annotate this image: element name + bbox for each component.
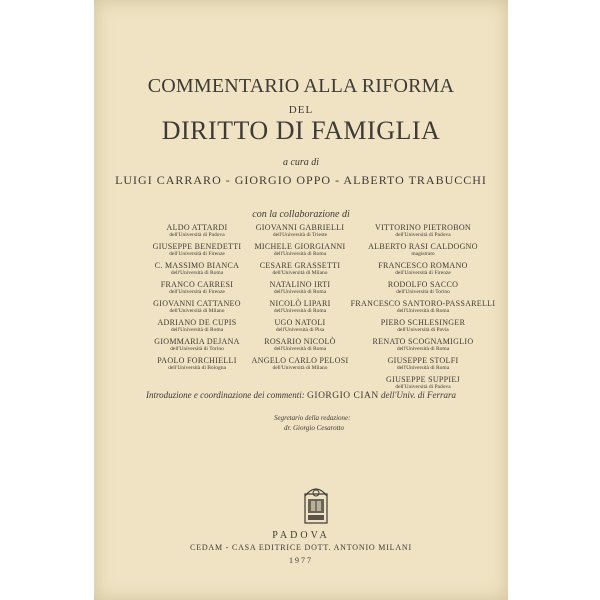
imprint-city: PADOVA	[272, 530, 330, 541]
contributor-name: C. MASSIMO BIANCA	[154, 261, 240, 270]
contributor-entry	[146, 262, 248, 281]
contributor-affiliation: dell'Università di Bologna	[168, 365, 226, 371]
contributors-column-1	[146, 224, 248, 376]
contributor-affiliation: dell'Università di Trieste	[272, 232, 328, 238]
intro-suffix: dell'Univ. di Ferrara	[381, 390, 456, 400]
contributor-name: NICOLÒ LIPARI	[269, 299, 331, 308]
contributor-entry	[146, 281, 248, 300]
contributor-affiliation: dell'Università di Pavia	[397, 327, 449, 333]
contributor-entry	[244, 319, 356, 338]
contributor-name: RODOLFO SACCO	[387, 280, 459, 289]
contributor-name: ALBERTO RASI CALDOGNO	[368, 242, 478, 251]
contributor-name: RENATO SCOGNAMIGLIO	[372, 337, 474, 346]
contributor-affiliation: dell'Università di Roma	[273, 251, 327, 257]
collaboration-label: con la collaborazione di	[252, 209, 350, 220]
contributor-affiliation: dell'Università di Torino	[396, 289, 450, 295]
contributor-affiliation: dell'Università di Firenze	[169, 251, 225, 257]
contributor-affiliation: dell'Università di Roma	[170, 327, 224, 333]
intro-line	[94, 390, 508, 401]
contributor-affiliation: dell'Università di Milano	[169, 308, 225, 314]
contributor-affiliation: dell'Università di Roma	[273, 308, 327, 314]
contributor-name: UGO NATOLI	[274, 318, 326, 327]
contributor-name: GIUSEPPE STOLFI	[387, 356, 459, 365]
contributor-entry	[346, 262, 500, 281]
contributor-affiliation: dell'Università di Roma	[396, 346, 450, 352]
contributor-entry	[146, 338, 248, 357]
contributor-name: MICHELE GIORGIANNI	[254, 242, 346, 251]
contributor-entry	[346, 319, 500, 338]
intro-prefix: Introduzione e coordinazione dei commenti:	[145, 390, 305, 400]
curated-by-label: a cura di	[282, 157, 320, 168]
contributor-affiliation: dell'Università di Firenze	[395, 270, 451, 276]
contributor-entry	[244, 281, 356, 300]
editors: LUIGI CARRARO - GIORGIO OPPO - ALBERTO TRABUCCHI	[115, 173, 487, 187]
contributor-entry	[244, 262, 356, 281]
contributor-affiliation: magistrato	[411, 251, 435, 257]
contributor-entry	[146, 319, 248, 338]
contributor-name: GIOVANNI GABRIELLI	[255, 223, 345, 232]
contributor-name: NATALINO IRTI	[269, 280, 331, 289]
contributor-name: FRANCO CARRESI	[160, 280, 234, 289]
contributor-name: GIUSEPPE BENEDETTI	[152, 242, 242, 251]
contributor-entry	[244, 300, 356, 319]
contributor-name: GIOMMARIA DEJANA	[154, 337, 240, 346]
contributor-affiliation: dell'Università di Padova	[395, 384, 451, 390]
publisher-logo-icon	[304, 484, 328, 529]
contributor-entry	[244, 243, 356, 262]
contributor-affiliation: dell'Università di Roma	[273, 346, 327, 352]
contributor-affiliation: dell'Università di Pisa	[275, 327, 325, 333]
contributor-entry	[346, 338, 500, 357]
contributor-name: ANGELO CARLO PELOSI	[251, 356, 349, 365]
contributor-name: CESARE GRASSETTI	[259, 261, 341, 270]
contributor-affiliation: dell'Università di Firenze	[169, 289, 225, 295]
contributor-affiliation: dell'Università di Padova	[169, 232, 225, 238]
contributor-name: FRANCESCO ROMANO	[378, 261, 468, 270]
secretary-label: Segretario della redazione:	[274, 414, 351, 422]
contributor-affiliation: dell'Università di Milano	[272, 365, 328, 371]
contributor-entry	[146, 357, 248, 376]
contributor-name: ALDO ATTARDI	[166, 223, 228, 232]
title-line-1: COMMENTARIO ALLA RIFORMA	[147, 75, 455, 97]
contributor-affiliation: dell'Università di Roma	[273, 289, 327, 295]
contributor-affiliation: dell'Università di Roma	[170, 270, 224, 276]
contributor-entry	[244, 357, 356, 376]
contributor-affiliation: dell'Università di Milano	[272, 270, 328, 276]
contributor-name: PAOLO FORCHIELLI	[157, 356, 237, 365]
contributor-entry	[346, 357, 500, 376]
secretary-name: dr. Giorgio Cesarotto	[284, 424, 344, 432]
title-line-2: DEL	[288, 104, 314, 116]
contributor-entry	[346, 281, 500, 300]
contributor-affiliation: dell'Università di Padova	[395, 232, 451, 238]
contributor-affiliation: dell'Università di Roma	[396, 308, 450, 314]
contributor-name: ROSARIO NICOLÒ	[264, 337, 336, 346]
contributor-affiliation: dell'Università di Torino	[170, 346, 224, 352]
title-line-3: DIRITTO DI FAMIGLIA	[161, 116, 441, 145]
contributor-name: PIERO SCHLESINGER	[380, 318, 466, 327]
title-page	[94, 0, 508, 600]
contributor-entry	[346, 300, 500, 319]
contributor-entry	[146, 243, 248, 262]
contributor-name: GIUSEPPE SUPPIEJ	[386, 375, 460, 384]
contributor-name: GIOVANNI CATTANEO	[153, 299, 241, 308]
contributor-name: VITTORINO PIETROBON	[375, 223, 471, 232]
contributors-column-2	[244, 224, 356, 376]
contributor-entry	[346, 243, 500, 262]
intro-name: GIORGIO CIAN	[307, 391, 379, 401]
contributor-entry	[244, 338, 356, 357]
contributor-entry	[146, 300, 248, 319]
contributor-entry	[146, 224, 248, 243]
contributor-entry	[346, 224, 500, 243]
contributors-column-3	[346, 224, 500, 395]
contributor-name: FRANCESCO SANTORO-PASSARELLI	[350, 299, 496, 308]
imprint-publisher: CEDAM - CASA EDITRICE DOTT. ANTONIO MILANI	[190, 543, 412, 552]
imprint-year: 1977	[289, 556, 313, 565]
contributor-affiliation: dell'Università di Roma	[396, 365, 450, 371]
contributor-entry	[244, 224, 356, 243]
contributor-name: ADRIANO DE CUPIS	[157, 318, 237, 327]
